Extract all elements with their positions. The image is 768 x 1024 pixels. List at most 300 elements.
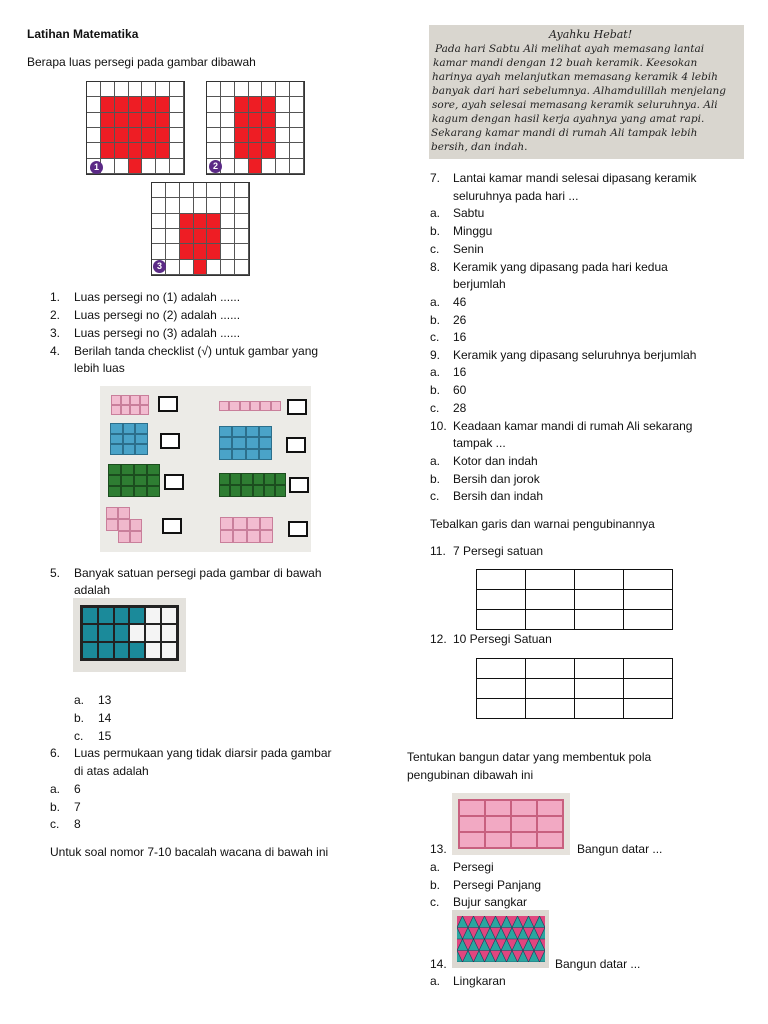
q13-cell [511,800,537,816]
q5-cell [161,624,177,641]
grid-cell [235,97,249,112]
figure-badge-2: 2 [209,160,222,173]
q5-cell [145,624,161,641]
grid-cell [87,113,101,128]
q5-cell [161,607,177,624]
q8-opt-a[interactable]: 46 [453,295,467,309]
grid-cell [142,159,156,174]
grid-cell [249,97,263,112]
grid-cell [152,214,166,229]
grid-cell [101,113,115,128]
q11-answer-grid[interactable] [476,569,673,630]
grid-cell [249,82,263,97]
tile-cell [108,464,121,475]
q8-line2: berjumlah [453,277,506,291]
q13-tile-grid [458,799,564,849]
grid-cell [142,113,156,128]
grid-cell [207,97,221,112]
q12-num: 12. [430,632,447,646]
q5-grid [80,605,179,661]
grid-cell [194,260,208,275]
grid-cell [170,113,184,128]
grid-cell [235,183,249,198]
reading-note: Untuk soal nomor 7-10 bacalah wacana di bawah ini [50,845,329,859]
tile-cell [147,486,160,497]
q13-cell [459,832,485,848]
tile-cell [121,405,131,415]
tile-cell [275,485,286,497]
grid-cell [207,128,221,143]
grid-cell [156,159,170,174]
q9-opt-a-label: a. [430,365,441,379]
q13-num: 13. [430,842,447,856]
grid-cell [115,97,129,112]
tile-cell [253,473,264,485]
grid-cell [235,128,249,143]
grid-cell [170,97,184,112]
grid-cell [115,113,129,128]
q1-num: 1. [50,290,61,304]
story-line-8: bersih, dan indah. [431,141,528,153]
q3-text: Luas persegi no (3) adalah ...... [74,326,241,340]
q14-opt-a[interactable]: Lingkaran [453,974,506,988]
tile-cell [134,475,147,486]
grid-cell [166,229,180,244]
q8-line1: Keramik yang dipasang pada hari kedua [453,260,668,274]
grid-cell [115,128,129,143]
q7-line2: seluruhnya pada hari ... [453,189,579,203]
story-line-5: sore, ayah selesai memasang keramik seluruhnya. Ali [432,99,718,111]
q9-line1: Keramik yang dipasang seluruhnya berjumlah [453,348,697,362]
q10-line2: tampak ... [453,436,506,450]
tile-cell [135,423,148,434]
grid-cell [115,82,129,97]
q11-num: 11. [430,544,446,558]
q7-opt-a-label: a. [430,206,441,220]
grid-cell [129,97,143,112]
grid-cell [180,198,194,213]
q10-opt-a[interactable]: Kotor dan indah [453,454,538,468]
grid-cell [221,198,235,213]
q8-num: 8. [430,260,441,274]
grid-cell [207,183,221,198]
tile-cell [140,395,150,405]
grid-cell [290,128,304,143]
q8-opt-c[interactable]: 16 [453,330,467,344]
checkbox-4b[interactable] [288,521,308,537]
q5-cell [129,624,145,641]
grid-cell [221,97,235,112]
q4-text: Berilah tanda checklist (√) untuk gambar yang [74,344,319,358]
q13-cell [537,832,563,848]
tile-cell [219,401,229,411]
q9-opt-a[interactable]: 16 [453,365,467,379]
grid-cell [262,97,276,112]
tile-cell [219,426,232,437]
story-line-7: Sekarang kamar mandi di rumah Ali tampak lebih [431,127,698,139]
q5-cell [98,607,114,624]
tile-cell [259,426,272,437]
grid-cell [221,159,235,174]
tile-cell [230,485,241,497]
grid-cell [170,82,184,97]
tile-cell [233,530,246,543]
q5-opt-b-label: b. [74,711,85,725]
grid-cell [142,97,156,112]
tile-cell [220,530,233,543]
grid-cell [221,183,235,198]
tile-cell [121,464,134,475]
intro-text: Berapa luas persegi pada gambar dibawah [27,55,256,69]
q7-opt-b[interactable]: Minggu [453,224,493,238]
grid-cell [290,113,304,128]
grid-cell [207,198,221,213]
page-title: Latihan Matematika [27,27,139,41]
grid-cell [166,183,180,198]
q5-cell [161,642,177,659]
grid-cell [87,128,101,143]
tile-cell [232,449,245,460]
q8-opt-b-label: b. [430,313,441,327]
grid-cell [207,113,221,128]
grid-cell [180,214,194,229]
grid-cell [262,113,276,128]
q12-text: 10 Persegi Satuan [453,632,552,646]
q5-cell [129,607,145,624]
q10-opt-a-label: a. [430,454,441,468]
q5-cell [114,624,130,641]
q5-line1: Banyak satuan persegi pada gambar di bawah [74,566,322,580]
q14-photo [452,910,549,968]
grid-cell [142,143,156,158]
q6-num: 6. [50,746,61,760]
grid-cell [290,143,304,158]
q13-cell [459,800,485,816]
grid-cell [221,244,235,259]
tile-blue-large [219,426,272,460]
tile-cell [247,530,260,543]
tile-cell [230,473,241,485]
grid-cell [129,128,143,143]
q5-cell [145,642,161,659]
tile-cell [250,401,260,411]
q4-text-2: lebih luas [74,361,125,375]
tile-cell [219,449,232,460]
figure-badge-1: 1 [90,161,103,174]
q7-num: 7. [430,171,441,185]
q13-opt-a-label: a. [430,860,441,874]
grid-cell [207,229,221,244]
grid-cell [180,229,194,244]
q13-opt-c-label: c. [430,895,440,909]
grid-cell [194,183,208,198]
q5-opt-a-label: a. [74,693,85,707]
checkbox-1a[interactable] [158,396,178,412]
q13-cell [537,800,563,816]
grid-cell [194,198,208,213]
checkbox-4a[interactable] [162,518,182,534]
q13-cell [537,816,563,832]
grid-cell [156,113,170,128]
q5-cell [98,624,114,641]
grid-cell [207,260,221,275]
grid-cell [156,97,170,112]
tile-cell [123,444,136,455]
grid-cell [152,183,166,198]
q7-opt-b-label: b. [430,224,441,238]
story-line-4: banyak dari hari sebelumnya. Alhamdulillah menjelang [432,85,727,97]
q8-opt-a-label: a. [430,295,441,309]
tile-cell [135,434,148,445]
q6-opt-b-label: b. [50,800,61,814]
q10-opt-c-label: c. [430,489,440,503]
q9-opt-b[interactable]: 60 [453,383,467,397]
grid-cell [115,143,129,158]
tile-cell [264,485,275,497]
tile-cell [246,449,259,460]
tile-cell [123,434,136,445]
grid-cell [180,260,194,275]
q6-opt-a[interactable]: 6 [74,782,81,796]
grid-cell [221,128,235,143]
grid-cell [129,143,143,158]
grid-cell [290,97,304,112]
checkbox-1b[interactable] [287,399,307,415]
grid-cell [262,82,276,97]
q7-opt-a[interactable]: Sabtu [453,206,485,220]
grid-cell [152,244,166,259]
tentukan-line2: pengubinan dibawah ini [407,768,534,782]
tile-green-wide [219,473,286,497]
q8-opt-b[interactable]: 26 [453,313,467,327]
grid-cell [235,113,249,128]
grid-cell [235,229,249,244]
grid-cell [207,214,221,229]
q6-line1: Luas permukaan yang tidak diarsir pada gambar [74,746,332,760]
tile-pink-small [111,395,149,415]
q5-cell [145,607,161,624]
grid-cell [235,214,249,229]
tile-cell [219,473,230,485]
tentukan-line1: Tentukan bangun datar yang membentuk pola [407,750,652,764]
tile-cell [108,486,121,497]
q9-opt-c[interactable]: 28 [453,401,467,415]
grid-cell [221,214,235,229]
tile-cell [260,517,273,530]
story-line-2: kamar mandi dengan 12 buah keramik. Keesokan [433,57,698,69]
grid-cell [152,198,166,213]
grid-cell [249,159,263,174]
grid-cell [170,159,184,174]
grid-cell [221,113,235,128]
q14-opt-a-label: a. [430,974,441,988]
q1-text: Luas persegi no (1) adalah ...... [74,290,241,304]
q13-opt-b[interactable]: Persegi Panjang [453,878,542,892]
story-photo [429,25,744,159]
grid-cell [166,214,180,229]
grid-cell [166,244,180,259]
tile-cell [247,517,260,530]
grid-cell [235,198,249,213]
tile-cell [275,473,286,485]
q5-opt-b[interactable]: 14 [98,711,112,725]
grid-cell [221,260,235,275]
tile-pink-rect [220,517,273,543]
tile-cell [134,486,147,497]
grid-cell [276,82,290,97]
q5-cell [82,642,98,659]
q13-cell [511,816,537,832]
story-line-6: kagum dengan hasil kerja ayahnya yang amat rapi. [432,113,705,125]
grid-cell [101,128,115,143]
grid-cell [207,82,221,97]
grid-cell [290,159,304,174]
grid-cell [235,244,249,259]
checkbox-3b[interactable] [289,477,309,493]
checkbox-2b[interactable] [286,437,306,453]
tile-blue-small [110,423,148,455]
tile-cell [260,530,273,543]
q5-cell [129,642,145,659]
grid-cell [129,82,143,97]
tile-cell [147,464,160,475]
grid-cell [142,82,156,97]
tile-cell [110,434,123,445]
grid-cell [262,143,276,158]
grid-cell [276,143,290,158]
q13-opt-c[interactable]: Bujur sangkar [453,895,528,909]
tile-cell [246,437,259,448]
grid-cell [276,159,290,174]
tile-cell [233,517,246,530]
grid-cell [276,113,290,128]
tile-pink-shape [106,507,144,544]
q13-cell [459,816,485,832]
grid-cell [194,229,208,244]
grid-cell [180,183,194,198]
grid-cell [235,143,249,158]
tile-cell [134,464,147,475]
q9-opt-c-label: c. [430,401,440,415]
tile-cell [240,401,250,411]
q6-opt-a-label: a. [50,782,61,796]
q5-opt-c[interactable]: 15 [98,729,112,743]
q11-text: 7 Persegi satuan [453,544,544,558]
tile-cell [219,485,230,497]
tile-cell [246,426,259,437]
q10-opt-c[interactable]: Bersih dan indah [453,489,544,503]
tile-cell [121,475,134,486]
tile-cell [241,473,252,485]
tile-cell [111,395,121,405]
q10-num: 10. [430,419,447,433]
q5-opt-a[interactable]: 13 [98,693,112,707]
checkbox-2a[interactable] [160,433,180,449]
q14-triangle-pattern [457,916,545,962]
q5-photo [73,598,186,672]
q5-opt-c-label: c. [74,729,84,743]
q13-opt-a[interactable]: Persegi [453,860,494,874]
q5-num: 5. [50,566,61,580]
tile-cell [121,395,131,405]
grid-cell [249,143,263,158]
grid-cell [129,113,143,128]
q9-opt-b-label: b. [430,383,441,397]
q2-num: 2. [50,308,61,322]
grid-cell [221,82,235,97]
tile-cell [130,405,140,415]
q12-answer-grid[interactable] [476,658,673,719]
q13-cell [485,832,511,848]
tile-cell [219,437,232,448]
grid-figure-1 [86,81,185,175]
tile-pink-strip [219,401,281,411]
q6-opt-c[interactable]: 8 [74,817,81,831]
tile-green-large [108,464,160,497]
checkbox-3a[interactable] [164,474,184,490]
tile-cell [111,405,121,415]
q9-num: 9. [430,348,441,362]
grid-cell [276,97,290,112]
q5-cell [98,642,114,659]
tile-cell [241,485,252,497]
tile-cell [260,401,270,411]
q10-line1: Keadaan kamar mandi di rumah Ali sekarang [453,419,693,433]
tile-cell [271,401,281,411]
grid-cell [129,159,143,174]
tile-cell [220,517,233,530]
q8-opt-c-label: c. [430,330,440,344]
grid-cell [221,229,235,244]
tile-cell [229,401,239,411]
grid-cell [235,159,249,174]
q10-opt-b[interactable]: Bersih dan jorok [453,472,540,486]
grid-cell [262,128,276,143]
q13-opt-b-label: b. [430,878,441,892]
tile-cell [264,473,275,485]
tile-cell [259,449,272,460]
grid-cell [101,97,115,112]
grid-cell [194,244,208,259]
grid-cell [101,82,115,97]
grid-cell [249,128,263,143]
story-line-1: Pada hari Sabtu Ali melihat ayah memasang lantai [435,43,705,55]
tile-cell [232,437,245,448]
q6-opt-b[interactable]: 7 [74,800,81,814]
grid-cell [207,143,221,158]
grid-cell [87,143,101,158]
grid-cell [262,159,276,174]
tile-cell [108,475,121,486]
q7-line1: Lantai kamar mandi selesai dipasang keramik [453,171,697,185]
tile-cell [140,405,150,415]
q7-opt-c[interactable]: Senin [453,242,484,256]
grid-cell [101,143,115,158]
grid-cell [166,260,180,275]
q6-line2: di atas adalah [74,764,149,778]
tile-cell [232,426,245,437]
tile-cell [135,444,148,455]
q3-num: 3. [50,326,61,340]
story-title: Ayahku Hebat! [549,28,633,41]
grid-cell [87,97,101,112]
tile-cell [121,486,134,497]
q13-suffix: Bangun datar ... [577,842,663,856]
q5-line2: adalah [74,583,111,597]
tile-cell [110,444,123,455]
q5-cell [114,607,130,624]
q4-num: 4. [50,344,61,358]
